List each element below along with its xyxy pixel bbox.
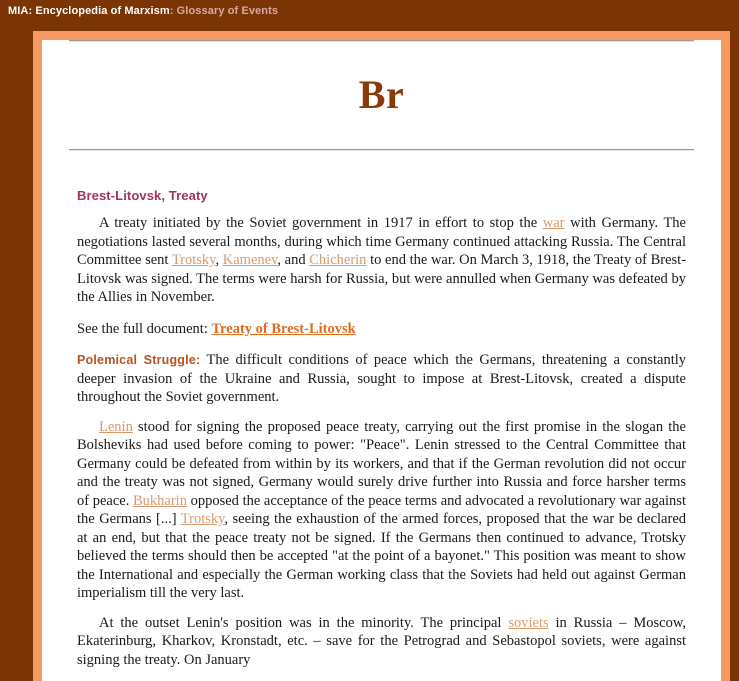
paragraph-text: opposed the acceptance of the peace terms and advocated a revolutionary war against the Germans [...] xyxy=(77,492,686,527)
link-war[interactable]: war xyxy=(542,215,565,231)
link-soviets[interactable]: soviets xyxy=(508,614,549,631)
full-document-line xyxy=(77,320,686,339)
paragraph-text: The difficult conditions of peace which the Germans, threatening a constantly deeper invasion of the Ukraine and Russia, sought to impose at Brest-Litovsk, created a dispute throughout the Soviet government. xyxy=(77,352,687,405)
paragraph-text: in Russia – Moscow, Ekaterinburg, Kharkov, Kronstadt, etc. – save for the Petrograd and Sebastopol soviets, were against signing the treaty. On January xyxy=(77,614,686,668)
divider-bottom xyxy=(69,149,694,151)
paragraph-text: At the outset Lenin's position was in the minority. The principal xyxy=(99,614,509,631)
header-section-label xyxy=(174,5,279,17)
paragraph-text: , seeing the exhaustion of the armed forces, proposed that the war be declared at an end, but that the peace treaty not be signed. If the Germans then continued to advance, Trotsky believed the terms should then be accepted "at the point of a bayonet." This position was meant to show the International and especially the German working class that the Soviets had held out against German imperialism till the very last. xyxy=(77,511,687,601)
link-bukharin[interactable]: Bukharin xyxy=(132,492,187,509)
site-header-bar xyxy=(0,0,739,23)
header-separator: : xyxy=(169,5,174,17)
site-title: MIA: Encyclopedia of Marxism xyxy=(8,5,170,17)
content-frame xyxy=(33,31,730,681)
link-chicherin[interactable]: Chicherin xyxy=(309,252,367,268)
glossary-entry xyxy=(69,188,694,669)
paragraph-text: to end the war. On March 3, 1918, the Treaty of Brest-Litovsk was signed. The terms were harsh for Russia, but were annulled when Germany was defeated by the Allies in November. xyxy=(77,252,687,305)
entry-paragraph xyxy=(77,418,686,603)
entry-paragraph xyxy=(77,614,686,670)
entry-heading: Brest-Litovsk, Treaty xyxy=(77,188,208,203)
polemical-struggle-label: Polemical Struggle: xyxy=(77,353,201,367)
link-kamenev[interactable]: Kamenev xyxy=(222,252,278,268)
paragraph-text: A treaty initiated by the Soviet government in 1917 in effort to stop the xyxy=(99,215,543,231)
page-body xyxy=(42,40,721,681)
paragraph-text: , and xyxy=(277,252,310,268)
page-title: Br xyxy=(358,72,405,117)
entry-paragraph xyxy=(77,214,686,307)
paragraph-text: , xyxy=(215,252,223,268)
paragraph-text: stood for signing the proposed peace treaty, carrying out the first promise in the slogan the Bolsheviks had used before coming to power: "Peace". Lenin stressed to the Central Committee that Germany could be defeated from within by its workers, and that if the German revolution did not occur and the treaty was not signed, Germany would surely drive further into Russia and force harsher terms of peace. xyxy=(77,418,686,509)
link-trotsky[interactable]: Trotsky xyxy=(180,511,225,527)
link-trotsky[interactable]: Trotsky xyxy=(171,252,216,268)
entry-paragraph xyxy=(77,351,686,407)
paragraph-text: with Germany. The negotiations lasted several months, during which time Germany continued attacking Russia. The Central Committee sent xyxy=(77,215,686,268)
link-lenin[interactable]: Lenin xyxy=(99,418,133,435)
paragraph-text: See the full document: xyxy=(77,320,212,337)
header-section-text: Glossary of Events xyxy=(176,5,279,17)
link-treaty-of-brest-litovsk[interactable]: Treaty of Brest-Litovsk xyxy=(211,320,356,337)
